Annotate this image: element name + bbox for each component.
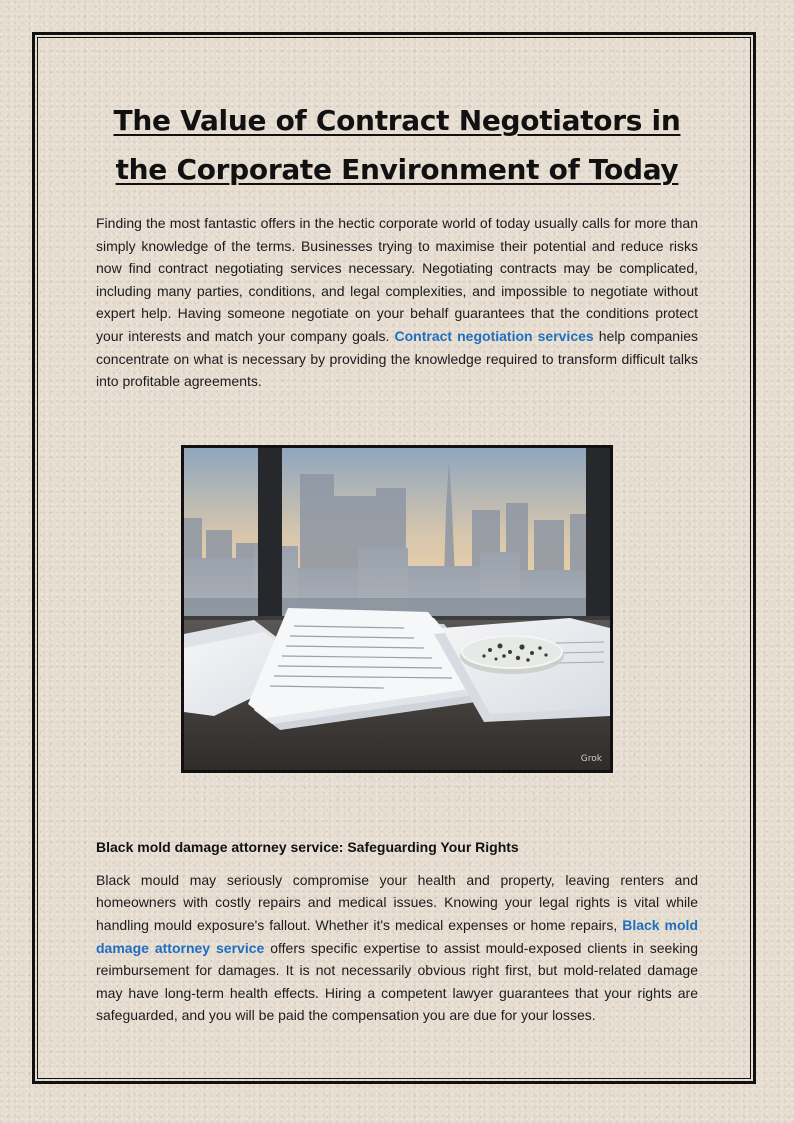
petri-dish (460, 636, 564, 674)
intro-paragraph (96, 212, 698, 393)
intro-text-start: Finding the most fantastic offers in the hectic corporate world of today usually calls for more than simply knowledge of the terms. Businesses trying to maximise their potential and reduce risks now find contract negotiating services necessary. Negotiating contracts may be complicated, including many parties, conditions, and legal complexities, and impossible to negotiate without expert help. Having someone negotiate on your behalf guarantees that the conditions protect your interests and match your company goals. (96, 215, 698, 344)
section-text-start: Black mould may seriously compromise your health and property, leaving renters and homeowners with costly repairs and medical issues. Knowing your legal rights is vital while handling mould exposure's fallout. Whether it's medical expenses or home repairs, (96, 871, 698, 933)
section-heading: Black mold damage attorney service: Safeguarding Your Rights (96, 838, 519, 855)
contract-negotiation-link[interactable]: Contract negotiation services (394, 327, 594, 344)
document-body (96, 96, 698, 1027)
section-paragraph (96, 869, 698, 1027)
black-mold-attorney-link[interactable]: Black mold damage attorney service (96, 916, 698, 956)
photo-illustration (184, 448, 610, 770)
window-frame-left (258, 448, 282, 638)
window-frame-right (586, 448, 610, 628)
watermark-label: Grok (580, 753, 602, 764)
office-documents-photo (181, 445, 613, 773)
section-text-end: offers specific expertise to assist mould-exposed clients in seeking reimbursement for damages. It is not necessarily obvious right first, but mold-related damage may have long-term health effects. Hiring a competent lawyer guarantees that your rights are safeguarded, and you will be paid the compensation you are due for your losses. (96, 939, 698, 1024)
document-title: The Value of Contract Negotiators in the Corporate Environment of Today (113, 104, 681, 186)
intro-text-end: help companies concentrate on what is necessary by providing the knowledge required to transform difficult talks into profitable agreements. (96, 327, 698, 390)
